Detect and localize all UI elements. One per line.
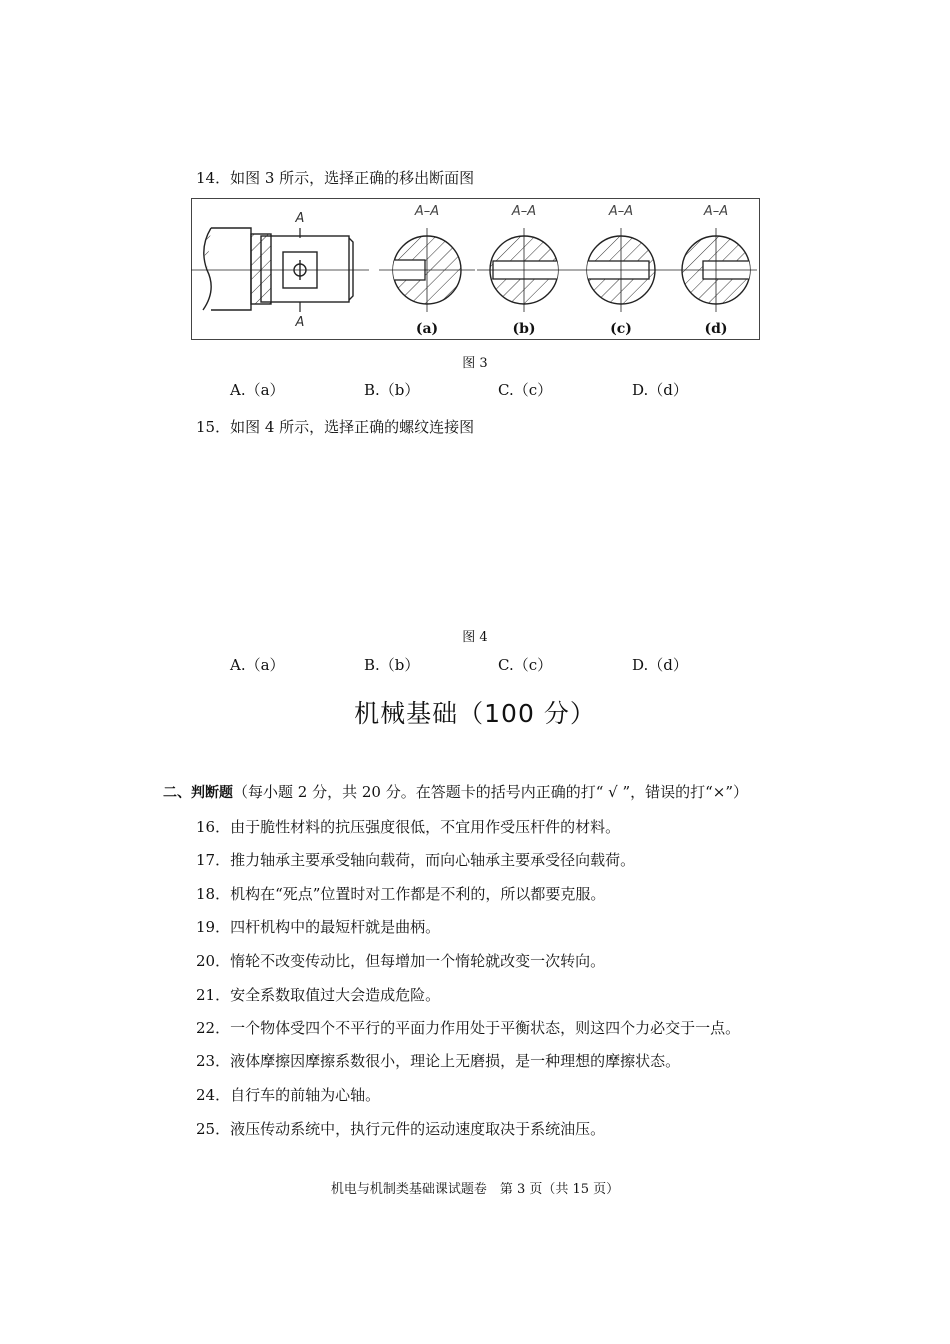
question-19: 19．四杆机构中的最短杆就是曲柄。 bbox=[196, 918, 441, 936]
part-title: 机械基础（100 分） bbox=[354, 699, 596, 728]
question-21: 21．安全系数取值过大会造成危险。 bbox=[196, 986, 441, 1004]
section-mark-top: A bbox=[295, 211, 305, 226]
question-15: 15．如图 4 所示，选择正确的螺纹连接图 bbox=[196, 418, 475, 436]
question-24: 24．自行车的前轴为心轴。 bbox=[196, 1086, 381, 1104]
q15-option-d: D.（d） bbox=[632, 656, 688, 674]
section-2-label: 二、判断题 bbox=[163, 785, 233, 801]
question-25: 25．液压传动系统中，执行元件的运动速度取决于系统油压。 bbox=[196, 1120, 606, 1138]
q14-option-c: C.（c） bbox=[498, 381, 553, 399]
question-22: 22．一个物体受四个不平行的平面力作用处于平衡状态，则这四个力必交于一点。 bbox=[196, 1019, 741, 1037]
question-18: 18．机构在“死点”位置时对工作都是不利的，所以都要克服。 bbox=[196, 885, 606, 903]
q14-option-d: D.（d） bbox=[632, 381, 688, 399]
figure-3-section-views bbox=[191, 198, 760, 340]
view-label-d: A–A bbox=[703, 204, 729, 219]
section-mark-bottom: A bbox=[295, 315, 305, 330]
question-16: 16．由于脆性材料的抗压强度很低，不宜用作受压杆件的材料。 bbox=[196, 818, 621, 836]
sub-label-b: (b) bbox=[512, 321, 536, 337]
q15-option-a: A.（a） bbox=[230, 656, 285, 674]
q15-option-c: C.（c） bbox=[498, 656, 553, 674]
figure-3-caption: 图 3 bbox=[462, 356, 488, 371]
page-footer: 机电与机制类基础课试题卷 第 3 页（共 15 页） bbox=[330, 1182, 620, 1197]
question-23: 23．液体摩擦因摩擦系数很小，理论上无磨损，是一种理想的摩擦状态。 bbox=[196, 1052, 681, 1070]
question-14: 14．如图 3 所示，选择正确的移出断面图 bbox=[196, 169, 475, 187]
q15-option-b: B.（b） bbox=[364, 656, 420, 674]
sub-label-a: (a) bbox=[415, 321, 439, 337]
sub-label-c: (c) bbox=[610, 321, 632, 337]
section-2-instruction: （每小题 2 分，共 20 分。在答题卡的括号内正确的打“ √ ”，错误的打“×”） bbox=[233, 783, 749, 801]
sub-label-d: (d) bbox=[704, 321, 728, 337]
section-2-header bbox=[163, 782, 748, 803]
view-label-b: A–A bbox=[511, 204, 537, 219]
question-20: 20．惰轮不改变传动比，但每增加一个惰轮就改变一次转向。 bbox=[196, 952, 606, 970]
view-label-a: A–A bbox=[414, 204, 440, 219]
view-label-c: A–A bbox=[608, 204, 634, 219]
q14-option-a: A.（a） bbox=[230, 381, 285, 399]
question-17: 17．推力轴承主要承受轴向载荷，而向心轴承主要承受径向载荷。 bbox=[196, 851, 636, 869]
figure-4-caption: 图 4 bbox=[462, 630, 488, 645]
q14-option-b: B.（b） bbox=[364, 381, 420, 399]
